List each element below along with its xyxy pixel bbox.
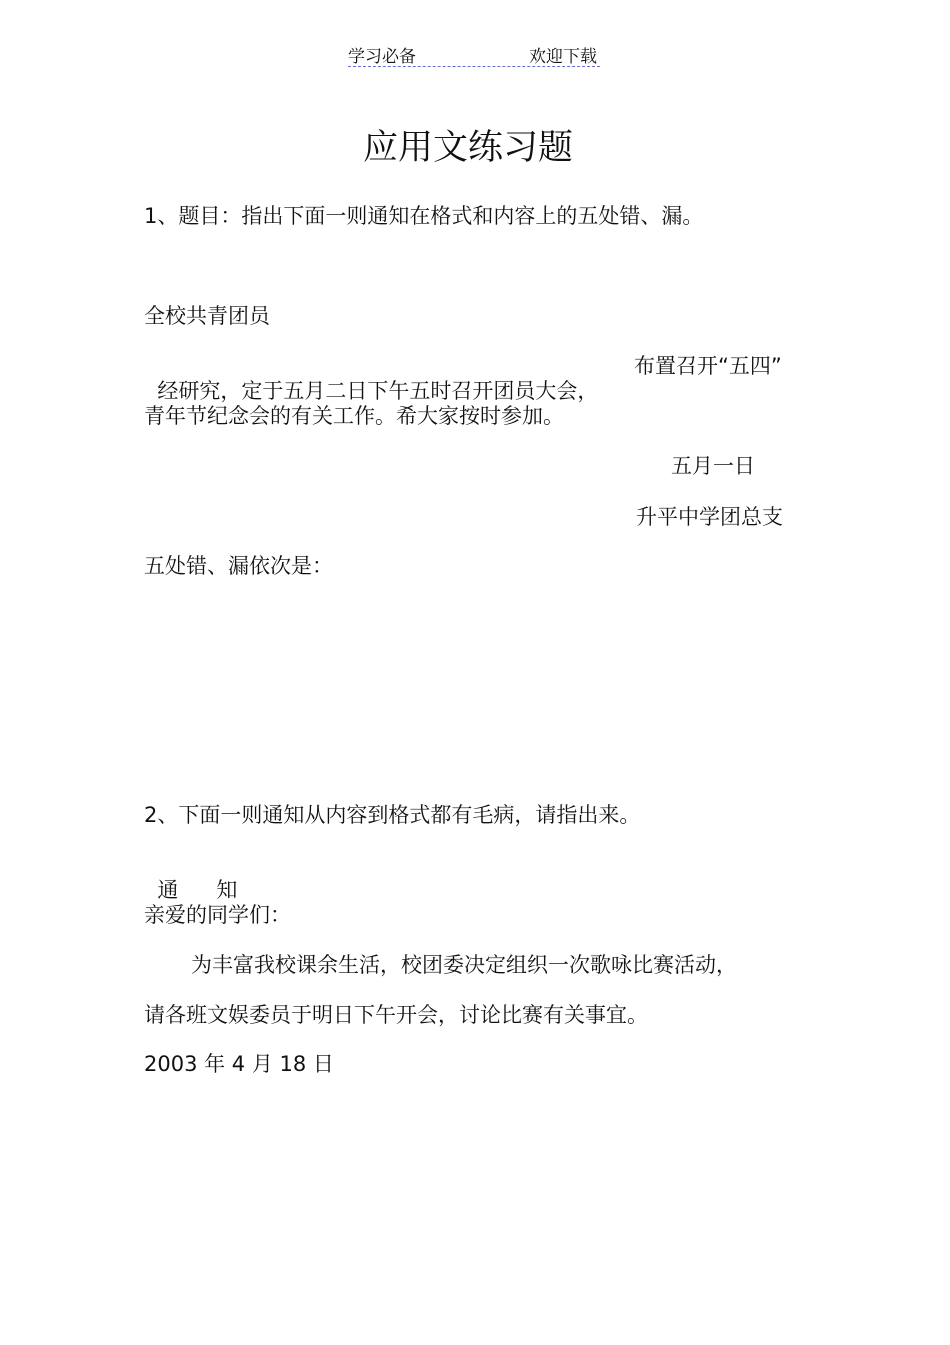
notice-2-title: [144, 853, 237, 903]
notice-1-body-line-1-part-a: 经研究，定于五月二日下午五时召开团员大会，: [157, 379, 599, 404]
question-1-answer-label: 五处错、漏依次是：: [144, 554, 333, 578]
notice-2-body-line-1: 为丰富我校课余生活，校团委决定组织一次歌咏比赛活动，: [191, 953, 737, 977]
notice-1-date: 五月一日: [671, 454, 755, 478]
notice-1-body-line-1: [144, 354, 598, 404]
question-2-prompt: 2、下面一则通知从内容到格式都有毛病，请指出来。: [144, 803, 641, 827]
header-right-text: 欢迎下载: [529, 47, 597, 67]
notice-1-body-line-2: 青年节纪念会的有关工作。希大家按时参加。: [144, 404, 564, 428]
notice-2-body-line-2: 请各班文娱委员于明日下午开会，讨论比赛有关事宜。: [144, 1003, 648, 1027]
notice-1-addressee: 全校共青团员: [144, 304, 270, 328]
header-left-text: 学习必备: [348, 47, 416, 67]
page-header: [348, 40, 600, 67]
notice-1-body-line-1-part-b: 布置召开“五四”: [634, 354, 782, 378]
notice-1-signature: 升平中学团总支: [636, 505, 783, 529]
notice-2-date: 2003 年 4 月 18 日: [144, 1052, 334, 1076]
question-1-prompt: 1、题目：指出下面一则通知在格式和内容上的五处错、漏。: [144, 204, 704, 228]
notice-2-title-char-2: 知: [216, 878, 238, 903]
notice-2-title-char-1: 通: [157, 878, 179, 903]
document-title: 应用文练习题: [362, 128, 573, 168]
notice-2-salutation: 亲爱的同学们：: [144, 903, 291, 927]
